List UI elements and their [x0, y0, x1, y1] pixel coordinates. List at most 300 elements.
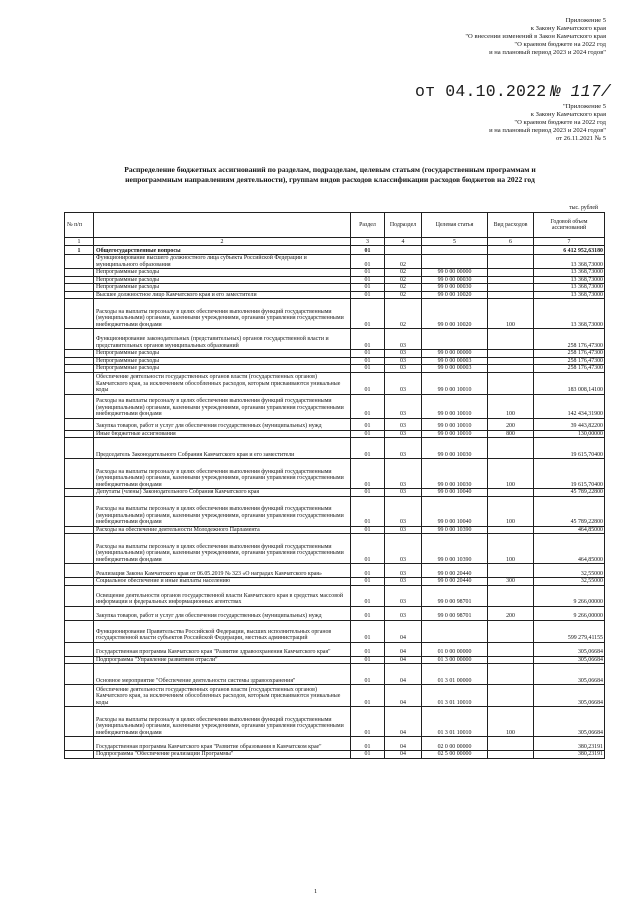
row-section: 01 [351, 418, 385, 430]
row-number [65, 418, 94, 430]
row-expense-type [488, 365, 534, 373]
table-row [65, 394, 605, 418]
row-name: Социальное обеспечение и иные выплаты населению [94, 578, 351, 586]
table-row [65, 276, 605, 284]
row-expense-type: 100 [488, 394, 534, 418]
row-expense-type [488, 489, 534, 497]
row-section: 01 [351, 255, 385, 269]
row-expense-type: 100 [488, 534, 534, 564]
row-subsection: 03 [385, 394, 422, 418]
row-number [65, 276, 94, 284]
row-target-article: 99 0 00 98701 [422, 585, 488, 606]
table-row [65, 365, 605, 373]
row-amount: 6 412 952,63180 [534, 246, 605, 255]
row-amount: 39 443,82200 [534, 418, 605, 430]
col-number: 3 [351, 238, 385, 246]
row-name: Депутаты (члены) Законодательного Собрания Камчатского края [94, 489, 351, 497]
row-section: 01 [351, 585, 385, 606]
row-name: Функционирование законодательных (представительных) органов государственной власти и представительных органов муниципальных образований [94, 329, 351, 350]
row-subsection: 03 [385, 329, 422, 350]
row-target-article: 99 0 00 10030 [422, 459, 488, 489]
row-subsection: 04 [385, 707, 422, 737]
row-amount: 305,06684 [534, 685, 605, 707]
table-row [65, 489, 605, 497]
row-expense-type [488, 526, 534, 534]
table-row [65, 606, 605, 620]
row-section: 01 [351, 685, 385, 707]
row-section: 01 [351, 489, 385, 497]
table-row [65, 751, 605, 759]
col-number: 7 [534, 238, 605, 246]
table-row [65, 664, 605, 685]
row-section: 01 [351, 526, 385, 534]
row-section: 01 [351, 534, 385, 564]
row-amount: 19 615,70400 [534, 459, 605, 489]
row-name: Непрограммные расходы [94, 269, 351, 277]
row-target-article: 99 0 00 20440 [422, 564, 488, 578]
row-expense-type: 800 [488, 430, 534, 438]
row-target-article: 99 0 00 00000 [422, 269, 488, 277]
header-line: и на плановый период 2023 и 2024 годов" [489, 127, 606, 134]
row-name: Подпрограмма "Обеспечение реализации Программы" [94, 751, 351, 759]
row-expense-type [488, 255, 534, 269]
row-amount: 13 368,73000 [534, 284, 605, 292]
row-section: 01 [351, 438, 385, 459]
row-target-article: 99 0 00 10020 [422, 299, 488, 329]
row-name: Государственная программа Камчатского края "Развитие образования в Камчатском крае" [94, 737, 351, 751]
table-row [65, 246, 605, 255]
row-target-article: 99 0 00 10030 [422, 438, 488, 459]
table-row [65, 350, 605, 358]
table-row [65, 291, 605, 299]
row-number [65, 620, 94, 642]
row-name: Непрограммные расходы [94, 365, 351, 373]
header-line: к Закону Камчатского края [530, 111, 606, 118]
row-number [65, 329, 94, 350]
row-section: 01 [351, 372, 385, 394]
row-amount: 142 434,31900 [534, 394, 605, 418]
col-header-expense-type: Вид расходов [488, 213, 534, 238]
row-target-article [422, 329, 488, 350]
row-expense-type [488, 620, 534, 642]
row-target-article: 99 0 00 10010 [422, 418, 488, 430]
table-row [65, 418, 605, 430]
row-name: Расходы на выплаты персоналу в целях обеспечения выполнения функций государственными (муниципальными) органами, казенными учреждениями, органами управления государственными внебюджетными фондами [94, 459, 351, 489]
row-name: Подпрограмма "Управление развитием отрасли" [94, 656, 351, 664]
budget-table [64, 212, 605, 759]
table-row [65, 329, 605, 350]
table-row [65, 255, 605, 269]
header-line: "О краевом бюджете на 2022 год [514, 41, 606, 48]
row-target-article: 99 0 00 10020 [422, 291, 488, 299]
table-row [65, 438, 605, 459]
row-amount: 9 266,00000 [534, 585, 605, 606]
row-target-article: 99 0 00 00003 [422, 365, 488, 373]
table-row [65, 372, 605, 394]
row-number [65, 357, 94, 365]
row-subsection: 04 [385, 685, 422, 707]
row-number [65, 365, 94, 373]
row-subsection: 03 [385, 372, 422, 394]
row-target-article: 99 0 00 98701 [422, 606, 488, 620]
row-name: Закупка товаров, работ и услуг для обеспечения государственных (муниципальных) нужд [94, 606, 351, 620]
row-amount: 599 279,41155 [534, 620, 605, 642]
table-row [65, 656, 605, 664]
table-row [65, 430, 605, 438]
units-label: тыс. рублей [569, 205, 598, 211]
row-amount: 258 176,47300 [534, 350, 605, 358]
row-section: 01 [351, 350, 385, 358]
row-number [65, 291, 94, 299]
row-section: 01 [351, 365, 385, 373]
row-number [65, 438, 94, 459]
row-amount: 305,06684 [534, 642, 605, 656]
table-row [65, 284, 605, 292]
row-name: Непрограммные расходы [94, 350, 351, 358]
row-number [65, 664, 94, 685]
table-row [65, 534, 605, 564]
row-subsection: 02 [385, 269, 422, 277]
row-section: 01 [351, 246, 385, 255]
row-expense-type [488, 751, 534, 759]
row-expense-type: 200 [488, 606, 534, 620]
row-number [65, 459, 94, 489]
row-amount: 183 008,14100 [534, 372, 605, 394]
row-expense-type [488, 372, 534, 394]
row-target-article [422, 255, 488, 269]
row-number [65, 350, 94, 358]
row-target-article: 02 0 00 00000 [422, 737, 488, 751]
table-row [65, 526, 605, 534]
row-subsection: 03 [385, 418, 422, 430]
row-expense-type [488, 737, 534, 751]
row-number [65, 585, 94, 606]
row-amount: 305,06684 [534, 664, 605, 685]
header-line: Приложение 5 [565, 17, 606, 24]
row-subsection: 04 [385, 737, 422, 751]
header-line: "О внесении изменений в Закон Камчатского края [465, 33, 606, 40]
row-amount: 32,55000 [534, 564, 605, 578]
row-amount: 13 368,73000 [534, 299, 605, 329]
row-name: Общегосударственные вопросы [94, 246, 351, 255]
table-row [65, 578, 605, 586]
row-amount: 130,00000 [534, 430, 605, 438]
row-target-article: 02 5 00 00000 [422, 751, 488, 759]
row-section: 01 [351, 329, 385, 350]
table-row [65, 620, 605, 642]
col-number: 1 [65, 238, 94, 246]
row-expense-type [488, 642, 534, 656]
row-section: 01 [351, 496, 385, 526]
row-subsection: 03 [385, 350, 422, 358]
row-name: Закупка товаров, работ и услуг для обеспечения государственных (муниципальных) нужд [94, 418, 351, 430]
row-name: Обеспечение деятельности государственных органов власти (государственных органов) Камчатского края, за исключением обособленных расходов, которым присваиваются уникальные коды [94, 685, 351, 707]
row-target-article: 99 0 00 00000 [422, 350, 488, 358]
row-number [65, 606, 94, 620]
row-section: 01 [351, 707, 385, 737]
row-target-article [422, 246, 488, 255]
row-section: 01 [351, 269, 385, 277]
row-subsection: 03 [385, 365, 422, 373]
row-section: 01 [351, 276, 385, 284]
row-subsection: 03 [385, 357, 422, 365]
row-target-article: 99 0 00 10010 [422, 372, 488, 394]
row-amount: 19 615,70400 [534, 438, 605, 459]
col-header-section: Раздел [351, 213, 385, 238]
row-amount: 464,85000 [534, 534, 605, 564]
row-expense-type [488, 585, 534, 606]
row-section: 01 [351, 357, 385, 365]
row-name: Расходы на выплаты персоналу в целях обеспечения выполнения функций государственными (муниципальными) органами, казенными учреждениями, органами управления государственными внебюджетными фондами [94, 496, 351, 526]
row-expense-type [488, 438, 534, 459]
row-target-article: 99 0 00 00030 [422, 276, 488, 284]
row-expense-type: 300 [488, 578, 534, 586]
row-subsection: 04 [385, 664, 422, 685]
row-subsection: 03 [385, 496, 422, 526]
row-subsection: 03 [385, 430, 422, 438]
page-number: 1 [314, 888, 318, 895]
row-expense-type [488, 276, 534, 284]
row-number [65, 394, 94, 418]
document-title: Распределение бюджетных ассигнований по разделам, подразделам, целевым статьям (государственным программам и непрограммным направлениям деятельности), группам видов расходов классификации расходов бюджетов на 2022 год [124, 165, 536, 184]
row-subsection: 02 [385, 291, 422, 299]
row-subsection: 04 [385, 751, 422, 759]
row-subsection: 03 [385, 534, 422, 564]
row-section: 01 [351, 737, 385, 751]
table-row [65, 685, 605, 707]
row-subsection: 03 [385, 606, 422, 620]
row-target-article: 99 0 00 10010 [422, 394, 488, 418]
amendment-header [465, 17, 606, 57]
row-expense-type [488, 564, 534, 578]
row-target-article: 99 0 00 00003 [422, 357, 488, 365]
row-amount: 13 368,73000 [534, 269, 605, 277]
header-line: и на плановый период 2023 и 2024 годов" [489, 49, 606, 56]
row-target-article: 01 0 00 00000 [422, 642, 488, 656]
row-target-article: 99 0 00 10010 [422, 430, 488, 438]
row-target-article: 99 0 00 10040 [422, 496, 488, 526]
row-number [65, 656, 94, 664]
col-number: 5 [422, 238, 488, 246]
row-amount: 305,06684 [534, 707, 605, 737]
row-subsection: 03 [385, 526, 422, 534]
row-name: Непрограммные расходы [94, 276, 351, 284]
row-section: 01 [351, 299, 385, 329]
row-amount: 305,06684 [534, 656, 605, 664]
row-number [65, 269, 94, 277]
col-header-subsection: Подраздел [385, 213, 422, 238]
row-subsection: 02 [385, 299, 422, 329]
col-header-number: № п/п [65, 213, 94, 238]
row-target-article: 01 3 01 10010 [422, 685, 488, 707]
row-subsection: 03 [385, 438, 422, 459]
row-subsection: 03 [385, 564, 422, 578]
row-name: Расходы на выплаты персоналу в целях обеспечения выполнения функций государственными (муниципальными) органами, казенными учреждениями, органами управления государственными внебюджетными фондами [94, 299, 351, 329]
header-line: к Закону Камчатского края [530, 25, 606, 32]
col-header-target-article: Целевая статья [422, 213, 488, 238]
row-amount: 380,23191 [534, 751, 605, 759]
row-section: 01 [351, 642, 385, 656]
row-expense-type [488, 291, 534, 299]
row-section: 01 [351, 394, 385, 418]
row-amount: 258 176,47300 [534, 365, 605, 373]
row-target-article: 99 0 00 00030 [422, 284, 488, 292]
row-number [65, 707, 94, 737]
row-subsection: 03 [385, 585, 422, 606]
stamp-date: от 04.10.2022 [415, 82, 547, 101]
row-section: 01 [351, 620, 385, 642]
row-expense-type [488, 656, 534, 664]
row-name: Высшее должностное лицо Камчатского края и его заместители [94, 291, 351, 299]
row-name: Реализация Закона Камчатского края от 06.05.2019 № 323 «О наградах Камчатского края» [94, 564, 351, 578]
header-line: "О краевом бюджете на 2022 год [514, 119, 606, 126]
header-line: от 26.11.2021 № 5 [555, 135, 606, 142]
row-name: Функционирование высшего должностного лица субъекта Российской Федерации и муниципального образования [94, 255, 351, 269]
row-expense-type: 200 [488, 418, 534, 430]
row-target-article: 01 3 01 10010 [422, 707, 488, 737]
row-name: Функционирование Правительства Российской Федерации, высших исполнительных органов государственной власти субъектов Российской Федерации, местных администраций [94, 620, 351, 642]
row-subsection: 04 [385, 620, 422, 642]
row-number [65, 255, 94, 269]
row-subsection: 03 [385, 578, 422, 586]
header-line: "Приложение 5 [562, 103, 606, 110]
row-amount: 9 266,00000 [534, 606, 605, 620]
row-subsection [385, 246, 422, 255]
row-target-article: 99 0 00 10390 [422, 534, 488, 564]
table-row [65, 707, 605, 737]
row-name: Непрограммные расходы [94, 284, 351, 292]
col-number: 2 [94, 238, 351, 246]
row-amount: 380,23191 [534, 737, 605, 751]
row-section: 01 [351, 459, 385, 489]
table-body [65, 246, 605, 759]
row-number [65, 526, 94, 534]
row-number [65, 578, 94, 586]
row-number [65, 751, 94, 759]
table-row [65, 737, 605, 751]
row-amount: 13 368,73000 [534, 255, 605, 269]
row-target-article: 01 3 01 00000 [422, 664, 488, 685]
row-number [65, 489, 94, 497]
row-amount: 45 789,22800 [534, 489, 605, 497]
row-number [65, 737, 94, 751]
row-number [65, 430, 94, 438]
table-header-row [65, 213, 605, 238]
column-numbers-row [65, 238, 605, 246]
row-expense-type [488, 350, 534, 358]
row-section: 01 [351, 430, 385, 438]
row-name: Расходы на обеспечение деятельности Молодежного Парламента [94, 526, 351, 534]
table-row [65, 357, 605, 365]
row-amount: 45 789,22800 [534, 496, 605, 526]
row-subsection: 02 [385, 284, 422, 292]
col-header-name [94, 213, 351, 238]
row-expense-type [488, 329, 534, 350]
row-expense-type [488, 685, 534, 707]
row-subsection: 03 [385, 459, 422, 489]
row-subsection: 02 [385, 276, 422, 284]
row-name: Расходы на выплаты персоналу в целях обеспечения выполнения функций государственными (муниципальными) органами, казенными учреждениями, органами управления государственными внебюджетными фондами [94, 394, 351, 418]
row-name: Государственная программа Камчатского края "Развитие здравоохранения Камчатского края" [94, 642, 351, 656]
row-amount: 13 368,73000 [534, 291, 605, 299]
row-expense-type: 100 [488, 707, 534, 737]
row-target-article [422, 620, 488, 642]
row-amount: 464,85000 [534, 526, 605, 534]
row-expense-type: 100 [488, 496, 534, 526]
row-name: Обеспечение деятельности государственных органов власти (государственных органов) Камчатского края, за исключением обособленных расходов, которым присваиваются уникальные коды [94, 372, 351, 394]
stamp-number: № 117/ [550, 82, 611, 101]
row-section: 01 [351, 656, 385, 664]
row-section: 01 [351, 606, 385, 620]
row-amount: 258 176,47300 [534, 329, 605, 350]
row-amount: 258 176,47300 [534, 357, 605, 365]
row-expense-type [488, 246, 534, 255]
table-row [65, 459, 605, 489]
table-row [65, 269, 605, 277]
row-name: Расходы на выплаты персоналу в целях обеспечения выполнения функций государственными (муниципальными) органами, казенными учреждениями, органами управления государственными внебюджетными фондами [94, 534, 351, 564]
row-subsection: 02 [385, 255, 422, 269]
row-number [65, 564, 94, 578]
row-number [65, 685, 94, 707]
original-law-header [489, 103, 606, 143]
row-section: 01 [351, 578, 385, 586]
row-section: 01 [351, 564, 385, 578]
row-section: 01 [351, 751, 385, 759]
row-name: Освещение деятельности органов государственной власти Камчатского края в средствах массовой информации и федеральных информационных агентствах [94, 585, 351, 606]
row-expense-type [488, 357, 534, 365]
row-number: 1 [65, 246, 94, 255]
row-target-article: 01 3 00 00000 [422, 656, 488, 664]
row-section: 01 [351, 291, 385, 299]
row-subsection: 04 [385, 642, 422, 656]
row-expense-type [488, 269, 534, 277]
row-number [65, 642, 94, 656]
row-expense-type: 100 [488, 459, 534, 489]
row-expense-type [488, 664, 534, 685]
row-expense-type [488, 284, 534, 292]
row-name: Расходы на выплаты персоналу в целях обеспечения выполнения функций государственными (муниципальными) органами, казенными учреждениями, органами управления государственными внебюджетными фондами [94, 707, 351, 737]
table-row [65, 642, 605, 656]
row-number [65, 534, 94, 564]
row-number [65, 496, 94, 526]
row-target-article: 99 0 00 10390 [422, 526, 488, 534]
date-stamp [415, 82, 611, 101]
row-number [65, 284, 94, 292]
row-section: 01 [351, 664, 385, 685]
row-name: Непрограммные расходы [94, 357, 351, 365]
table-row [65, 496, 605, 526]
col-header-annual-amount: Годовой объем ассигнований [534, 213, 605, 238]
row-amount: 13 368,73000 [534, 276, 605, 284]
row-target-article: 99 0 00 20440 [422, 578, 488, 586]
table-row [65, 564, 605, 578]
col-number: 4 [385, 238, 422, 246]
row-subsection: 04 [385, 656, 422, 664]
col-number: 6 [488, 238, 534, 246]
row-section: 01 [351, 284, 385, 292]
table-row [65, 585, 605, 606]
row-name: Основное мероприятие "Обеспечение деятельности системы здравоохранения" [94, 664, 351, 685]
row-name: Иные бюджетные ассигнования [94, 430, 351, 438]
row-amount: 32,55000 [534, 578, 605, 586]
row-number [65, 299, 94, 329]
table-row [65, 299, 605, 329]
row-name: Председатель Законодательного Собрания Камчатского края и его заместители [94, 438, 351, 459]
row-expense-type: 100 [488, 299, 534, 329]
row-number [65, 372, 94, 394]
row-subsection: 03 [385, 489, 422, 497]
row-target-article: 99 0 00 10040 [422, 489, 488, 497]
